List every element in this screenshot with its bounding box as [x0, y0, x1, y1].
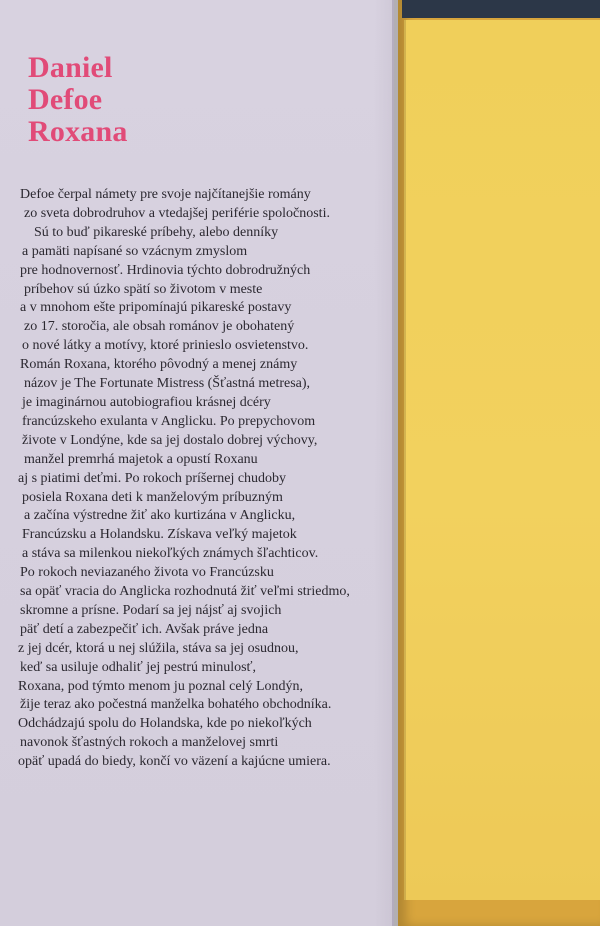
blurb-line: a začína výstredne žiť ako kurtizána v Anglicku, — [24, 508, 296, 524]
blurb-text — [18, 186, 376, 772]
cover-title-block — [28, 52, 128, 148]
blurb-line: opäť upadá do biedy, končí vo väzení a kajúcne umiera. — [18, 754, 331, 770]
blurb-line: posiela Roxana deti k manželovým príbuzným — [22, 489, 283, 505]
blurb-line: francúzskeho exulanta v Anglicku. Po prepychovom — [22, 413, 316, 429]
blurb-line: zo sveta dobrodruhov a vtedajšej periférie spoločnosti. — [24, 205, 330, 221]
blurb-line: Po rokoch neviazaného života vo Francúzsku — [20, 565, 274, 581]
blurb-line: skromne a prísne. Podarí sa jej nájsť aj svojich — [20, 602, 282, 618]
blurb-line: zo 17. storočia, ale obsah románov je obohatený — [24, 319, 295, 335]
blurb-line: Francúzsku a Holandsku. Získava veľký majetok — [22, 527, 297, 543]
blurb-line: o nové látky a motívy, ktoré prinieslo osvietenstvo. — [22, 338, 309, 354]
book-title: Roxana — [28, 115, 128, 148]
blurb-line: názov je The Fortunate Mistress (Šťastná metresa), — [24, 376, 311, 392]
blurb-line: Defoe čerpal námety pre svoje najčítanejšie romány — [20, 187, 311, 202]
blurb-line: živote v Londýne, kde sa jej dostalo dobrej výchovy, — [22, 432, 318, 448]
author-last-name: Defoe — [28, 83, 103, 116]
blurb-line: z jej dcér, ktorá u nej slúžila, stáva sa jej osudnou, — [18, 640, 299, 656]
book-inner-cover — [404, 20, 600, 900]
blurb-line: príbehov sú úzko spätí so životom v meste — [24, 281, 263, 297]
blurb-line: Odchádzajú spolu do Holandska, kde po niekoľkých — [18, 716, 312, 732]
blurb-line: sa opäť vracia do Anglicka rozhodnutá žiť veľmi striedmo, — [20, 584, 350, 600]
blurb-line: a v mnohom ešte pripomínajú pikareské postavy — [20, 300, 292, 316]
blurb-line: keď sa usiluje odhaliť jej pestrú minulosť, — [20, 659, 257, 675]
blurb-line: a stáva sa milenkou niekoľkých známych šľachticov. — [22, 546, 319, 562]
blurb-line: Román Roxana, ktorého pôvodný a menej známy — [20, 357, 298, 373]
blurb-line: aj s piatimi deťmi. Po rokoch príšernej chudoby — [18, 470, 287, 486]
blurb-line: päť detí a zabezpečiť ich. Avšak práve jedna — [20, 621, 269, 637]
blurb-line: je imaginárnou autobiografiou krásnej dcéry — [22, 394, 271, 410]
blurb-line: Sú to buď pikareské príbehy, alebo denníky — [34, 224, 279, 240]
blurb-line: navonok šťastných rokoch a manželovej smrti — [20, 735, 279, 751]
blurb-line: pre hodnovernosť. Hrdinovia týchto dobrodružných — [20, 262, 311, 278]
author-first-name: Daniel — [28, 51, 113, 84]
blurb-line: Roxana, pod týmto menom ju poznal celý Londýn, — [18, 678, 304, 694]
blurb-line: a pamäti napísané so vzácnym zmyslom — [22, 243, 248, 259]
blurb-line: žije teraz ako počestná manželka bohatého obchodníka. — [20, 697, 332, 713]
blurb-line: manžel premrhá majetok a opustí Roxanu — [24, 451, 258, 467]
book-board-top-edge — [402, 0, 600, 18]
